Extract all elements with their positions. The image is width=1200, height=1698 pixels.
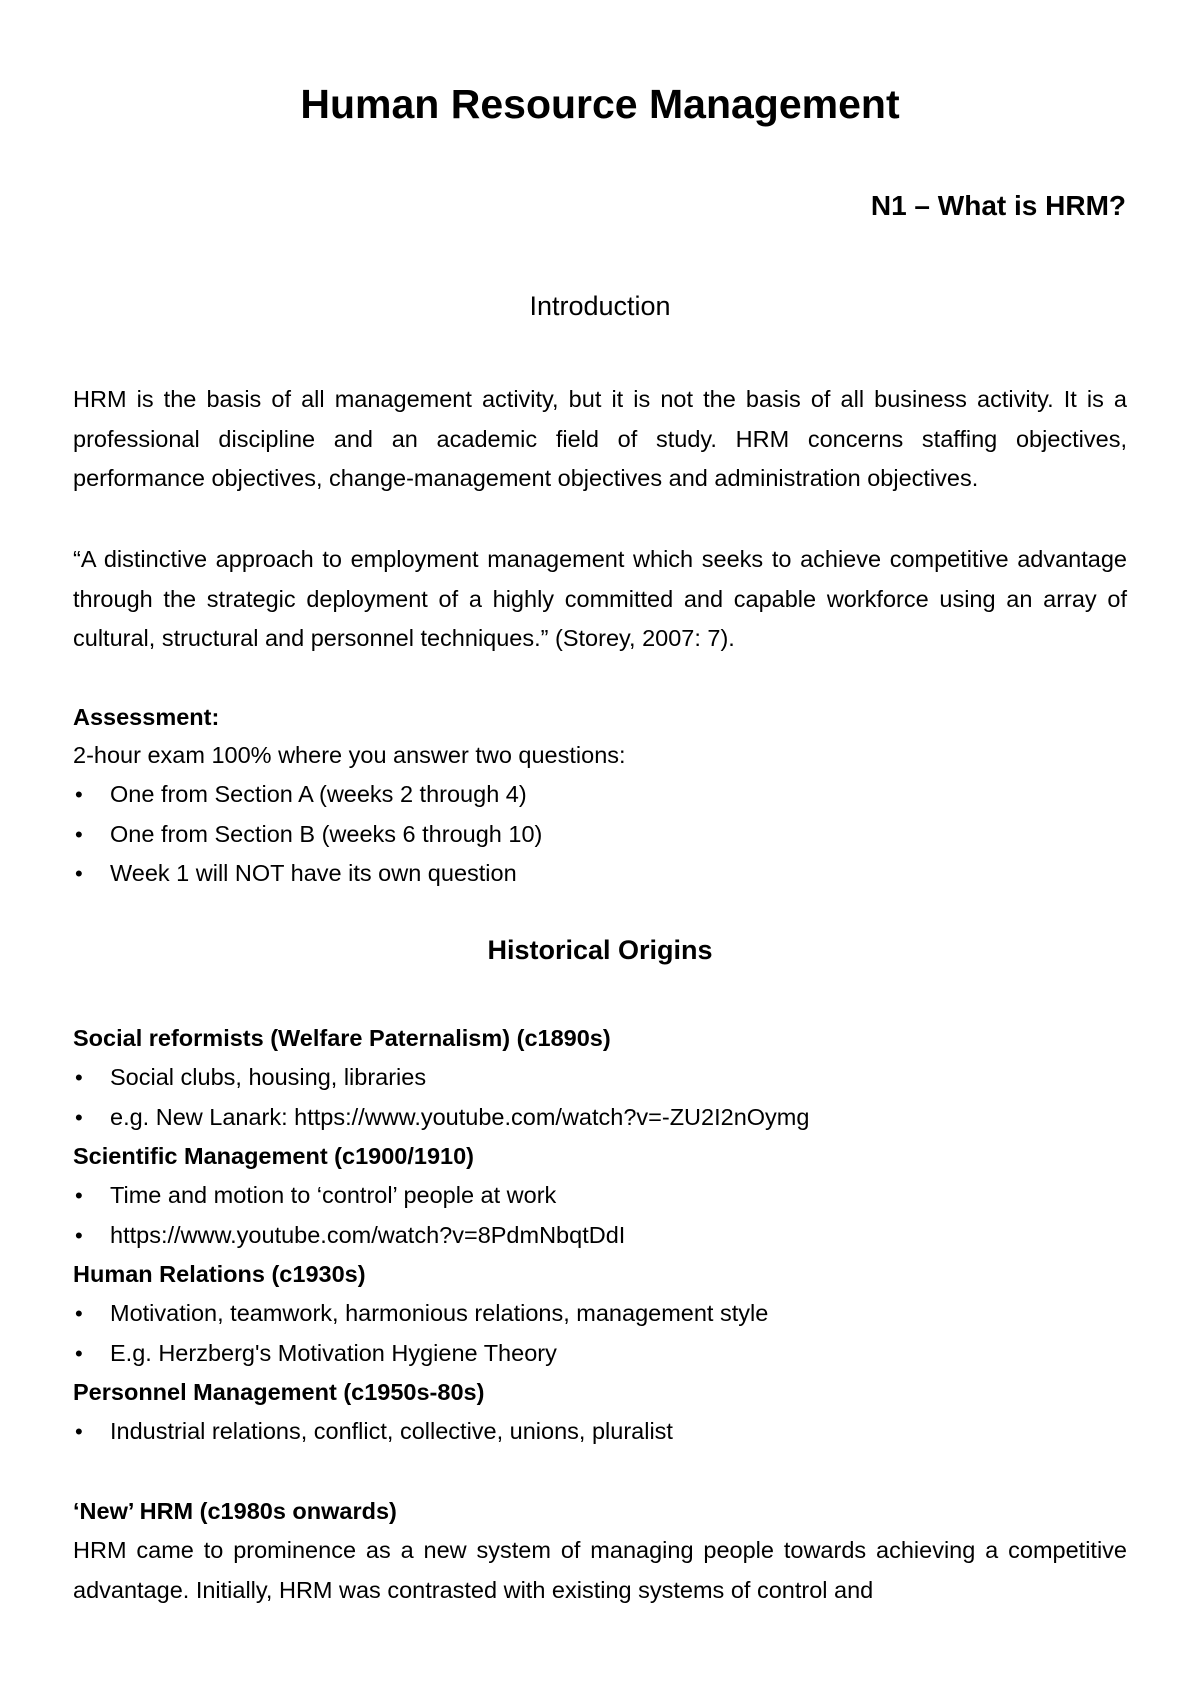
- introduction-paragraph-1: HRM is the basis of all management activity, but it is not the basis of all business activity. It is a professional discipline and an academic field of study. HRM concerns staffing objectives, performance objectives, change-management objectives and administration objectives.: [73, 386, 1127, 491]
- new-lanark-link-text: e.g. New Lanark: https://www.youtube.com/watch?v=-ZU2I2nOymg: [110, 1103, 810, 1130]
- list-item: [73, 815, 542, 855]
- list-item-text: E.g. Herzberg's Motivation Hygiene Theory: [110, 1339, 557, 1366]
- bullet-icon: •: [75, 1340, 83, 1366]
- bullet-icon: •: [75, 1104, 83, 1130]
- bullet-icon: •: [75, 1065, 83, 1090]
- human-relations-label: Human Relations (c1930s): [73, 1261, 366, 1287]
- bullet-icon: •: [75, 861, 83, 886]
- list-item-text: One from Section B (weeks 6 through 10): [110, 820, 543, 847]
- list-item-text: One from Section A (weeks 2 through 4): [110, 781, 527, 807]
- scientific-management-label: Scientific Management (c1900/1910): [73, 1143, 474, 1169]
- bullet-icon: •: [75, 1301, 83, 1326]
- bullet-icon: •: [75, 1419, 83, 1444]
- list-item-text: Social clubs, housing, libraries: [110, 1064, 427, 1090]
- list-item: [73, 1176, 625, 1216]
- bullet-icon: •: [75, 782, 83, 807]
- youtube-link-text: https://www.youtube.com/watch?v=8PdmNbqtDdI: [110, 1221, 626, 1248]
- list-item: [73, 854, 542, 894]
- assessment-label: Assessment:: [73, 704, 220, 730]
- list-item: [73, 1216, 625, 1256]
- bullet-icon: •: [75, 1222, 83, 1248]
- scientific-management-list: [73, 1176, 625, 1255]
- personnel-management-label: Personnel Management (c1950s-80s): [73, 1379, 485, 1405]
- list-item: [73, 1294, 768, 1334]
- list-item: [73, 775, 542, 815]
- list-item: [73, 1334, 768, 1374]
- new-hrm-label: ‘New’ HRM (c1980s onwards): [73, 1498, 397, 1524]
- list-item: [73, 1412, 673, 1452]
- list-item-text: Week 1 will NOT have its own question: [110, 860, 517, 886]
- assessment-intro: 2-hour exam 100% where you answer two questions:: [73, 742, 626, 768]
- new-hrm-paragraph: HRM came to prominence as a new system of managing people towards achieving a competitive advantage. Initially, HRM was contrasted with existing systems of control and: [73, 1537, 1127, 1603]
- document-title: Human Resource Management: [300, 81, 900, 127]
- introduction-heading: Introduction: [529, 291, 671, 321]
- bullet-icon: •: [75, 821, 83, 847]
- assessment-list: [73, 775, 542, 894]
- note-id-heading: N1 – What is HRM?: [870, 190, 1126, 221]
- social-reformists-list: [73, 1058, 809, 1137]
- social-reformists-label: Social reformists (Welfare Paternalism) (c1890s): [73, 1025, 611, 1051]
- list-item-text: Industrial relations, conflict, collective, unions, pluralist: [110, 1418, 673, 1444]
- human-relations-list: [73, 1294, 768, 1373]
- list-item: [73, 1098, 809, 1138]
- historical-origins-heading: Historical Origins: [487, 935, 713, 965]
- list-item-text: Time and motion to ‘control’ people at work: [110, 1182, 557, 1208]
- personnel-management-list: [73, 1412, 673, 1452]
- bullet-icon: •: [75, 1183, 83, 1208]
- list-item-text: Motivation, teamwork, harmonious relations, management style: [110, 1300, 769, 1326]
- list-item: [73, 1058, 809, 1098]
- storey-quote-paragraph: “A distinctive approach to employment management which seeks to achieve competitive advantage through the strategic deployment of a highly committed and capable workforce using an array of cultural, structural and personnel techniques.” (Storey, 2007: 7).: [73, 546, 1127, 651]
